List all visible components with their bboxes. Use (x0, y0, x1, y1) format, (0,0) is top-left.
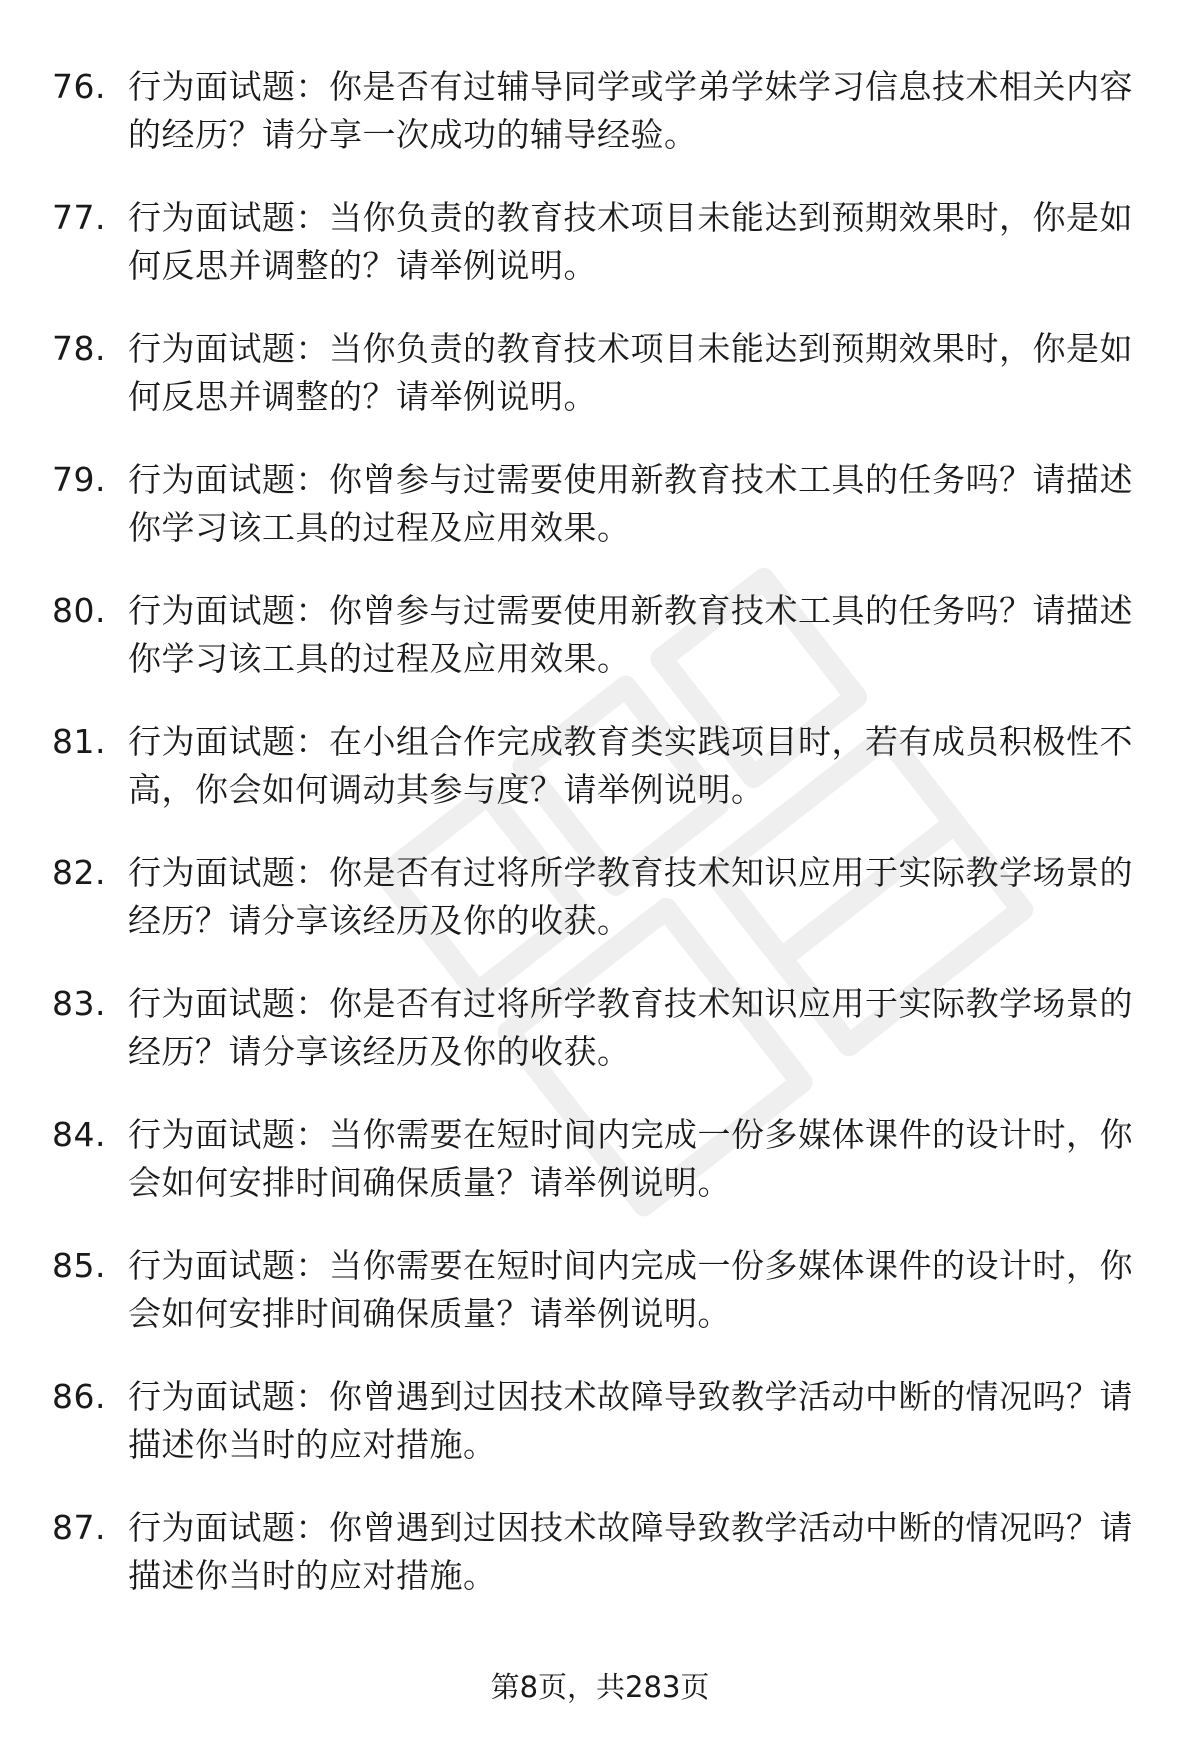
list-item (52, 718, 1152, 849)
question-text: 行为面试题：你是否有过辅导同学或学弟学妹学习信息技术相关内容的经历？请分享一次成功的辅导经验。 (128, 67, 1133, 154)
question-text: 行为面试题：你曾参与过需要使用新教育技术工具的任务吗？请描述你学习该工具的过程及应用效果。 (128, 460, 1133, 547)
page-footer: 第8页，共283页 (490, 1670, 710, 1704)
question-number: 83. (52, 984, 106, 1023)
list-item (52, 1242, 1152, 1373)
question-text: 行为面试题：当你负责的教育技术项目未能达到预期效果时，你是如何反思并调整的？请举例说明。 (128, 198, 1133, 285)
question-text: 行为面试题：你曾遇到过因技术故障导致教学活动中断的情况吗？请描述你当时的应对措施。 (128, 1508, 1133, 1595)
question-text: 行为面试题：在小组合作完成教育类实践项目时，若有成员积极性不高，你会如何调动其参与度？请举例说明。 (128, 722, 1133, 809)
question-number: 80. (52, 591, 106, 630)
list-item (52, 849, 1152, 980)
question-number: 86. (52, 1377, 106, 1416)
list-item (52, 1504, 1152, 1635)
question-text: 行为面试题：你曾遇到过因技术故障导致教学活动中断的情况吗？请描述你当时的应对措施。 (128, 1377, 1133, 1464)
question-number: 85. (52, 1246, 106, 1285)
list-item (52, 325, 1152, 456)
question-number: 79. (52, 460, 106, 499)
question-number: 78. (52, 329, 106, 368)
question-text: 行为面试题：你是否有过将所学教育技术知识应用于实际教学场景的经历？请分享该经历及你的收获。 (128, 984, 1133, 1071)
list-item (52, 63, 1152, 194)
question-number: 81. (52, 722, 106, 761)
question-text: 行为面试题：当你需要在短时间内完成一份多媒体课件的设计时，你会如何安排时间确保质量？请举例说明。 (128, 1246, 1133, 1333)
question-number: 76. (52, 67, 106, 106)
list-item (52, 587, 1152, 718)
question-text: 行为面试题：你是否有过将所学教育技术知识应用于实际教学场景的经历？请分享该经历及你的收获。 (128, 853, 1133, 940)
question-text: 行为面试题：当你负责的教育技术项目未能达到预期效果时，你是如何反思并调整的？请举例说明。 (128, 329, 1133, 416)
question-number: 84. (52, 1115, 106, 1154)
list-item (52, 1373, 1152, 1504)
list-item (52, 194, 1152, 325)
question-text: 行为面试题：当你需要在短时间内完成一份多媒体课件的设计时，你会如何安排时间确保质量？请举例说明。 (128, 1115, 1133, 1202)
question-number: 77. (52, 198, 106, 237)
list-item (52, 980, 1152, 1111)
list-item (52, 1111, 1152, 1242)
question-number: 82. (52, 853, 106, 892)
question-list (52, 63, 1152, 1635)
question-number: 87. (52, 1508, 106, 1547)
list-item (52, 456, 1152, 587)
question-text: 行为面试题：你曾参与过需要使用新教育技术工具的任务吗？请描述你学习该工具的过程及应用效果。 (128, 591, 1133, 678)
